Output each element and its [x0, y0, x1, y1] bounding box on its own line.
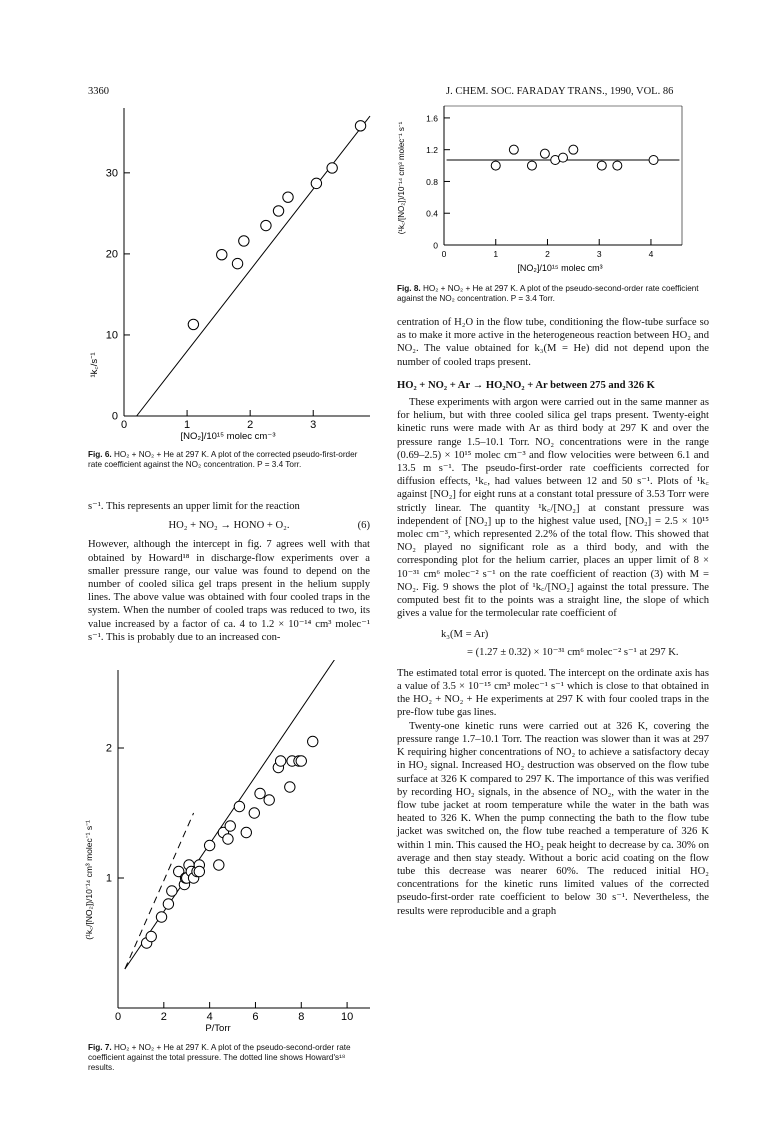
data-point	[188, 319, 198, 329]
x-tick-label: 2	[545, 249, 550, 259]
fit-line	[125, 660, 354, 969]
y-tick-label: 10	[105, 329, 118, 342]
equation-k3-label: k₃(M = Ar)	[441, 629, 489, 641]
data-point	[204, 840, 214, 850]
left-para-2: However, although the intercept in fig. 7 agrees well with that obtained by Howard¹⁸ in discharge-flow experiments over a smaller pressure range, our value was found to depend on the number of cooled silica gel traps present in the helium supply lines. The above value was obtained with four cooled traps in the system. When the number of cooled traps was reduced to two, its value increased by a factor of ca. 4 to 1.2 × 10⁻¹⁴ cm³ molec⁻¹ s⁻¹. This is probably due to an increased con-	[88, 539, 370, 643]
fig7-plot	[106, 660, 370, 1023]
x-tick-label: 2	[247, 419, 254, 431]
y-tick-label: 20	[105, 248, 118, 261]
fig6-ylabel: ¹k꜀/s⁻¹	[89, 352, 100, 378]
x-tick-label: 3	[596, 249, 602, 259]
data-point	[241, 827, 251, 837]
x-tick-label: 6	[252, 1011, 259, 1023]
fig6-xlabel: [NO₂]/10¹⁵ molec cm⁻³	[180, 431, 276, 442]
data-point	[225, 821, 235, 831]
equation-6	[88, 519, 370, 532]
x-tick-label: 10	[340, 1011, 354, 1023]
x-tick-label: 0	[120, 419, 128, 431]
right-para-326K: Twenty-one kinetic runs were carried out at 326 K, covering the pressure range 1.7–10.1 Torr. The reaction was slower than it was at 297 K requiring higher concentrations of NO₂ to achieve a satisfactory decay in HO₂ signal. Increased HO₂ destruction was observed on the flow tube surface at 326 K compared to 297 K. The importance of this was verified by recording HO₂ signals, in the absence of NO₂, with the water in the flow tube jacket at room temperature while the water in the bath was heated to 326 K. When the pump connecting the bath to the flow tube jacket was switched on, the flow tube reached a temperature of 326 K within 1 min. This caused the HO₂ peak height to decrease by ca. 30% on average and then stay steady. Without a boric acid coating on the flow tube this decrease was nearer 60%. The reduced initial HO₂ concentrations for the kinetic runs limited values of the corrected pseudo-first-order rate coefficient to below 30 s⁻¹. Nevertheless, the results were reproducible and a graph	[397, 720, 709, 917]
data-point	[327, 163, 337, 173]
fig7-caption	[88, 1043, 370, 1073]
y-tick-label: 2	[105, 742, 112, 755]
journal-header: J. CHEM. SOC. FARADAY TRANS., 1990, VOL. 86	[446, 86, 674, 97]
x-tick-label: 4	[648, 249, 654, 259]
x-tick-label: 1	[184, 419, 191, 431]
fig6-plot	[106, 108, 370, 431]
right-para-argon: These experiments with argon were carried out in the same manner as for helium, but with three cooled silica gel traps present. Twenty-eight kinetic runs were made with Ar as third body at 297 K and over the pressure range 1.5–10.1 Torr. NO₂ concentrations were in the range (0.69–2.5) × 10¹⁵ molec cm⁻³ and flow velocities were between 6.1 and 13.5 m s⁻¹. The pseudo-first-order rate coefficients corrected for diffusion effects, ¹k꜀, had values between 12 and 50 s⁻¹. Plots of ¹k꜀ against [NO₂] for eight runs at a constant total pressure of 3.53 Torr were strictly linear. The quantity ¹k꜀/[NO₂] at constant pressure was independent of [NO₂] up to the highest value used, [NO₂] = 2.5 × 10¹⁵ molec cm⁻³, which represented 2.2% of the total flow. This showed that NO₂ played no significant role as a third body, and with the corresponding plot for the helium carrier, places an upper limit of 8 × 10⁻³¹ cm⁶ molec⁻² s⁻¹ on the rate coefficient of reaction (3) with M = NO₂. Fig. 9 shows the plot of ¹k꜀/[NO₂] against the total pressure. The computed best fit to the points was a straight line, the slope of which gives a value for the termolecular rate coefficient of	[397, 397, 709, 620]
right-para-intercept: The estimated total error is quoted. The intercept on the ordinate axis has a value of 3.5 × 10⁻¹⁵ cm³ molec⁻¹ s⁻¹ which is close to that obtained in the HO₂ + NO₂ + He experiments at 297 K with four cooled traps in the pre-flow tube gas lines.	[397, 667, 709, 719]
fit-line	[137, 116, 370, 416]
fig6-caption	[88, 450, 370, 470]
fig8-caption	[397, 284, 709, 304]
data-point	[296, 756, 306, 766]
data-point	[509, 145, 518, 154]
fig8-plot	[426, 106, 682, 259]
y-tick-label: 1.6	[426, 113, 438, 124]
y-tick-label: 0.8	[426, 176, 438, 187]
y-tick-label: 0	[111, 410, 118, 423]
x-tick-label: 0	[441, 249, 447, 259]
x-tick-label: 0	[114, 1011, 122, 1023]
x-tick-label: 2	[160, 1011, 167, 1023]
data-point	[255, 788, 265, 798]
data-point	[156, 912, 166, 922]
fig8-chart	[392, 98, 692, 278]
x-tick-label: 3	[310, 419, 317, 431]
y-tick-label: 0	[433, 240, 438, 251]
fig7-xlabel: P/Torr	[205, 1023, 231, 1034]
data-point	[163, 899, 173, 909]
fig7-caption-text: HO₂ + NO₂ + He at 297 K. A plot of the pseudo-second-order rate coefficient against the total pressure. The dotted line shows Howard's¹⁸ results.	[88, 1043, 351, 1072]
fig8-caption-text: HO₂ + NO₂ + He at 297 K. A plot of the pseudo-second-order rate coefficient against the NO₂ concentration. P = 3.4 Torr.	[397, 284, 699, 303]
right-para-1: centration of H₂O in the flow tube, conditioning the flow-tube surface so as to make it more active in the heterogeneous reaction between HO₂ and NO₂. The value obtained for k₃(M = He) did not depend upon the number of cooled traps present.	[397, 317, 709, 368]
section-heading: HO₂ + NO₂ + Ar → HO₂NO₂ + Ar between 275 and 326 K	[397, 379, 655, 391]
data-point	[232, 258, 242, 268]
data-point	[569, 145, 578, 154]
left-column-upper	[88, 500, 370, 644]
y-tick-label: 1.2	[426, 145, 438, 156]
fig8-ylabel: (¹k꜀/[NO₂])/10⁻¹⁴ cm³ molec⁻¹ s⁻¹	[397, 121, 406, 235]
data-point	[275, 756, 285, 766]
x-tick-label: 8	[298, 1011, 305, 1023]
x-tick-label: 1	[493, 249, 499, 259]
fig8-caption-label: Fig. 8.	[397, 284, 421, 293]
data-point	[167, 886, 177, 896]
data-point	[559, 153, 568, 162]
data-point	[249, 808, 259, 818]
data-point	[613, 161, 622, 170]
data-point	[597, 161, 606, 170]
fig7-caption-label: Fig. 7.	[88, 1043, 112, 1052]
right-column	[397, 316, 709, 918]
data-point	[540, 149, 549, 158]
data-point	[239, 236, 249, 246]
data-point	[355, 121, 365, 131]
equation-k3-value: = (1.27 ± 0.32) × 10⁻³¹ cm⁶ molec⁻² s⁻¹ at 297 K.	[467, 646, 679, 658]
data-point	[283, 192, 293, 202]
fig7-ylabel: (¹k꜀/[NO₂])/10⁻¹⁴ cm³ molec⁻¹ s⁻¹	[84, 820, 94, 940]
left-para-1: s⁻¹. This represents an upper limit for the reaction	[88, 501, 300, 512]
fig6-chart	[80, 100, 380, 445]
y-tick-label: 1	[105, 872, 112, 885]
data-point	[261, 220, 271, 230]
data-point	[285, 782, 295, 792]
fig8-xlabel: [NO₂]/10¹⁵ molec cm³	[517, 263, 603, 273]
data-point	[146, 931, 156, 941]
y-tick-label: 0.4	[426, 208, 438, 219]
data-point	[217, 250, 227, 260]
data-point	[649, 156, 658, 165]
x-tick-label: 4	[206, 1011, 213, 1023]
howard-dotted-line	[125, 813, 194, 969]
equation-6-number: (6)	[357, 520, 370, 532]
equation-6-text: HO₂ + NO₂ → HONO + O₂.	[168, 520, 290, 532]
data-point	[527, 161, 536, 170]
data-point	[273, 206, 283, 216]
data-point	[214, 860, 224, 870]
data-point	[264, 795, 274, 805]
fig6-caption-text: HO₂ + NO₂ + He at 297 K. A plot of the corrected pseudo-first-order rate coefficient against the NO₂ concentration. P = 3.4 Torr.	[88, 450, 358, 469]
y-tick-label: 30	[105, 167, 118, 180]
fig7-chart	[80, 660, 380, 1040]
page-number: 3360	[88, 86, 109, 97]
data-point	[194, 866, 204, 876]
data-point	[491, 161, 500, 170]
data-point	[308, 736, 318, 746]
data-point	[234, 801, 244, 811]
fig6-caption-label: Fig. 6.	[88, 450, 112, 459]
data-point	[311, 178, 321, 188]
data-point	[223, 834, 233, 844]
